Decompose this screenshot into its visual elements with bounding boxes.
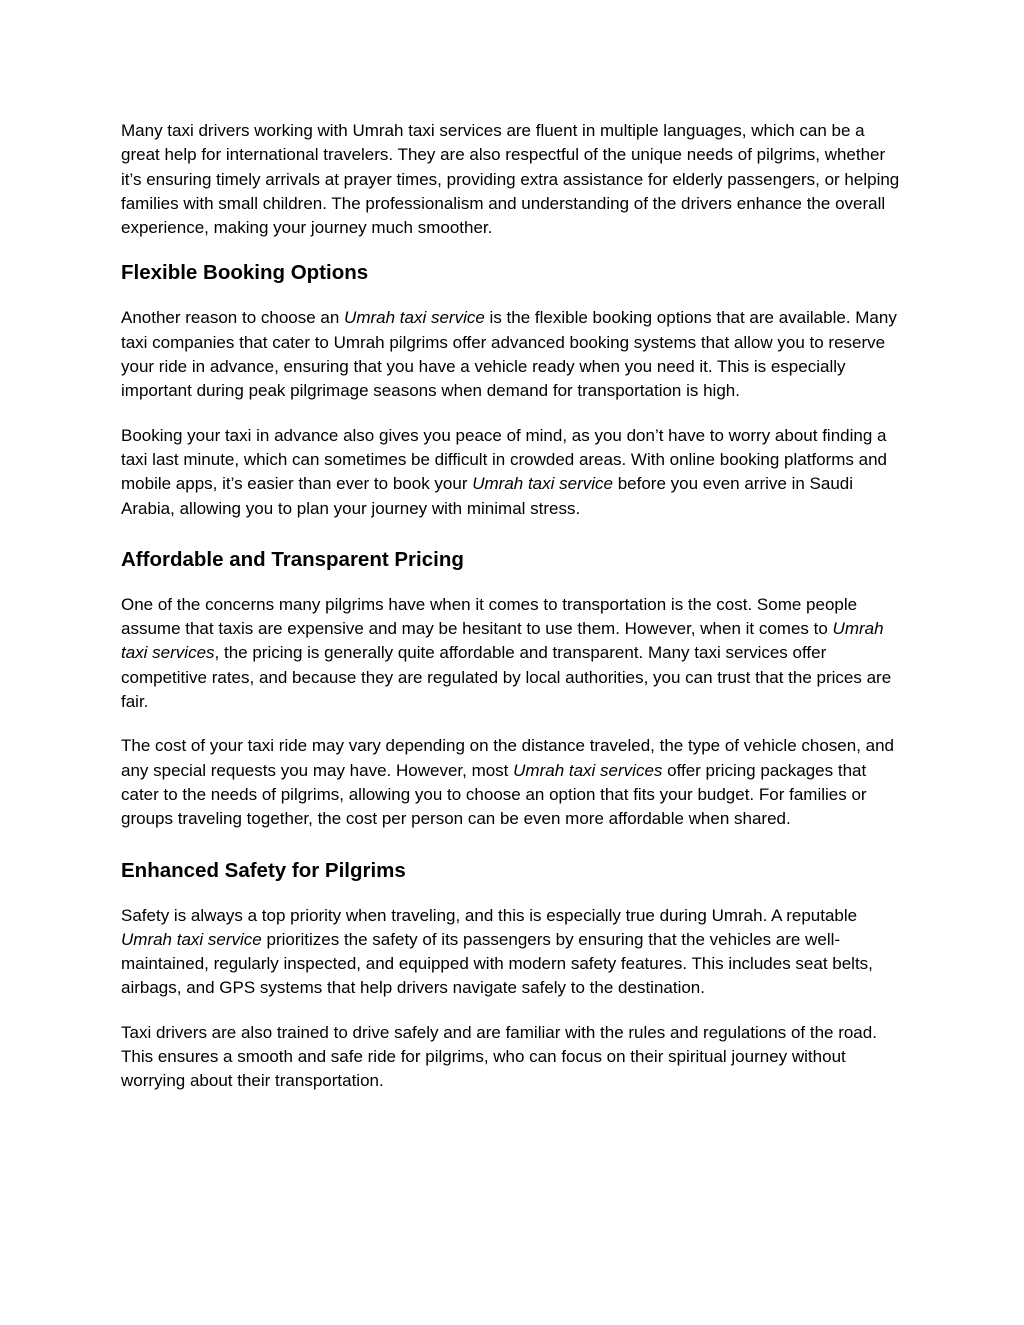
text-run: Booking your taxi in advance also gives you peace of mind, as you don’t have to worry about finding a taxi last minute, which can sometimes be difficult in crowded areas. With online booking platforms and mobile apps, it’s easier than ever to book your xyxy=(121,425,888,494)
text-run-italic: Umrah taxi services xyxy=(513,760,663,780)
paragraph-booking-options xyxy=(121,306,906,403)
text-run-italic: Umrah taxi service xyxy=(121,929,262,949)
paragraph-multilingual-drivers xyxy=(121,119,906,240)
text-run: , the pricing is generally quite affordable and transparent. Many taxi services offer competitive rates, and because they are regulated by local authorities, you can trust that the prices are fair. xyxy=(121,643,892,712)
paragraph-cost-concerns xyxy=(121,593,906,714)
text-run: is the flexible booking options that are available. Many taxi companies that cater to Umrah pilgrims offer advanced booking systems that allow you to reserve your ride in advance, ensuring that you have a vehicle ready when you need it. This is especially important during peak pilgrimage seasons when demand for transportation is high. xyxy=(121,308,897,401)
text-run: Taxi drivers are also trained to drive safely and are familiar with the rules and regulations of the road. This ensures a smooth and safe ride for pilgrims, who can focus on their spiritual journey without worrying about their transportation. xyxy=(121,1022,877,1091)
paragraph-trained-drivers xyxy=(121,1021,906,1094)
heading-affordable-pricing: Affordable and Transparent Pricing xyxy=(121,547,464,571)
text-run-italic: Umrah taxi services xyxy=(121,619,884,663)
text-run: The cost of your taxi ride may vary depending on the distance traveled, the type of vehicle chosen, and any special requests you may have. However, most xyxy=(121,736,895,780)
paragraph-safety-priority xyxy=(121,904,906,1001)
heading-flexible-booking: Flexible Booking Options xyxy=(121,261,369,285)
text-run: One of the concerns many pilgrims have when it comes to transportation is the cost. Some people assume that taxis are expensive and may be hesitant to use them. However, when it comes to xyxy=(121,594,858,639)
heading-enhanced-safety: Enhanced Safety for Pilgrims xyxy=(121,858,406,882)
paragraph-ride-cost xyxy=(121,734,906,831)
text-run: prioritizes the safety of its passengers by ensuring that the vehicles are well-maintained, regularly inspected, and equipped with modern safety features. This includes seat belts, airbags, and GPS systems that help drivers navigate safely to the destination. xyxy=(121,929,873,998)
text-run: offer pricing packages that cater to the needs of pilgrims, allowing you to choose an option that fits your budget. For families or groups traveling together, the cost per person can be even more affordable when shared. xyxy=(121,760,867,829)
text-run: Another reason to choose an xyxy=(121,308,345,328)
text-run: before you even arrive in Saudi Arabia, allowing you to plan your journey with minimal stress. xyxy=(121,474,854,518)
text-run-italic: Umrah taxi service xyxy=(472,474,613,494)
text-run: Many taxi drivers working with Umrah taxi services are fluent in multiple languages, which can be a great help for international travelers. They are also respectful of the unique needs of pilgrims, whether it’s ensuring timely arrivals at prayer times, providing extra assistance for elderly passengers, or helping families with small children. The professionalism and understanding of the drivers enhance the overall experience, making your journey much smoother. xyxy=(121,121,900,238)
text-run-italic: Umrah taxi service xyxy=(344,308,485,328)
text-run: Safety is always a top priority when traveling, and this is especially true during Umrah. A reputable xyxy=(121,905,858,925)
paragraph-advance-booking xyxy=(121,424,906,521)
document-page xyxy=(121,119,906,1094)
